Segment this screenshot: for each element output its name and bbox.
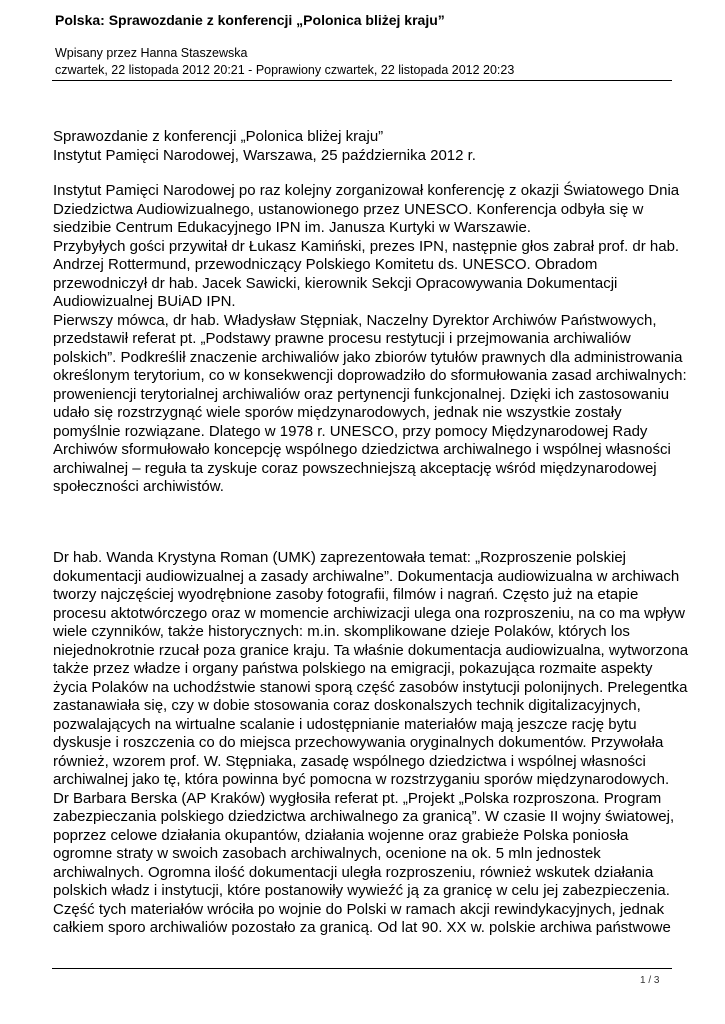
text-line: tworzy najczęściej wyodrębnione zasoby fotografii, filmów i nagrań. Często już na etapie: [53, 586, 639, 603]
text-line: przedstawił referat pt. „Podstawy prawne procesu restytucji i przejmowania archiwaliów: [53, 330, 631, 347]
text-line: Przybyłych gości przywitał dr Łukasz Kamiński, prezes IPN, następnie głos zabrał prof. dr hab.: [53, 237, 680, 255]
text-line: przewodniczył dr hab. Jacek Sawicki, kierownik Sekcji Opracowywania Dokumentacji: [53, 274, 618, 292]
text-line: Dr hab. Wanda Krystyna Roman (UMK) zaprezentowała temat: „Rozproszenie polskiej: [53, 549, 627, 566]
text-line: dokumentacji audiowizualnej a zasady archiwalne”. Dokumentacja audiowizualna w archiwach: [53, 567, 680, 585]
text-line: proweniencji terytorialnej archiwaliów oraz pertynencji funkcjonalnej. Dzięki ich zastosowaniu: [53, 385, 670, 403]
text-line: całkiem sporo archiwaliów pozostało za granicą. Od lat 90. XX w. polskie archiwa państwowe: [53, 919, 671, 936]
text-line: Sprawozdanie z konferencji „Polonica bliżej kraju”: [53, 128, 384, 145]
date-line: czwartek, 22 listopada 2012 20:21 - Poprawiony czwartek, 22 listopada 2012 20:23: [55, 62, 515, 77]
paragraph-1: [53, 182, 687, 497]
text-line: Pierwszy mówca, dr hab. Władysław Stępniak, Naczelny Dyrektor Archiwów Państwowych,: [53, 311, 657, 329]
author-line: Wpisany przez Hanna Staszewska: [55, 46, 248, 60]
text-line: Archiwów sformułowało koncepcję wspólnego dziedzictwa archiwalnego i wspólnej własności: [53, 441, 671, 458]
text-line: archiwalnej jako tę, która powinna być pomocna w rozstrzyganiu sporów międzynarodowych.: [53, 771, 670, 788]
text-line: polskich władz i instytucji, które postanowiły wywieźć ją za granicę w celu jej zabezpieczenia.: [53, 882, 670, 899]
text-line: Instytut Pamięci Narodowej po raz kolejny zorganizował konferencję z okazji Światowego Dnia: [53, 182, 680, 199]
text-line: zastanawiała się, czy w dobie stosowania coraz doskonalszych technik digitalizacyjnych,: [53, 697, 641, 714]
text-line: archiwalnych. Ogromna ilość dokumentacji uległa rozproszeniu, również wskutek działania: [53, 863, 654, 881]
text-line: określonym terytorium, co w konsekwencji doprowadziło do sformułowania zasad archiwalnych:: [53, 367, 687, 384]
text-line: dyskusje i roszczenia co do miejsca przechowywania oryginalnych dokumentów. Przywołała: [53, 734, 664, 751]
text-line: Audiowizualnej BUiAD IPN.: [53, 293, 236, 310]
paragraph-2: [53, 549, 689, 938]
text-line: procesu aktotwórczego oraz w momencie archiwizacji ulega ona rozproszeniu, na co ma wpływ: [53, 604, 685, 622]
header-divider: [52, 80, 672, 81]
text-line: polskich”. Podkreślił znaczenie archiwaliów jako zbiorów tytułów prawnych dla administrowania: [53, 348, 683, 366]
text-line: również, wzorem prof. W. Stępniaka, zasadę wspólnego dziedzictwa i wspólnej własności: [53, 752, 646, 770]
text-line: archiwalnej – reguła ta zyskuje coraz powszechniejszą akceptację wśród międzynarodowej: [53, 459, 657, 477]
footer-divider: [52, 968, 672, 969]
text-line: udało się rozstrzygnąć wiele sporów międzynarodowych, jednak nie wszystkie zostały: [53, 404, 622, 421]
text-line: pozwalających na wirtualne scalanie i udostępnianie materiałów mają jeszcze rację bytu: [53, 715, 637, 733]
text-line: wiele czynników, także historycznych: m.in. skomplikowane dzieje Polaków, których los: [53, 623, 630, 640]
text-line: także przez władze i organy państwa polskiego na emigracji, pokazująca rozmaite aspekty: [53, 660, 653, 677]
text-line: Andrzej Rottermund, przewodniczący Polskiego Komitetu ds. UNESCO. Obradom: [53, 256, 598, 273]
text-line: pomyślnie rozwiązane. Dlatego w 1978 r. UNESCO, przy pomocy Międzynarodowej Rady: [53, 422, 648, 440]
text-line: zabezpieczania polskiego dziedzictwa archiwalnego za granicą”. W czasie II wojny światowej,: [53, 808, 675, 825]
text-line: Instytut Pamięci Narodowej, Warszawa, 25 października 2012 r.: [53, 146, 476, 164]
page-number: 1 / 3: [640, 975, 660, 986]
text-line: poprzez celowe działania okupantów, działania wojenne oraz grabieże Polska poniosła: [53, 826, 629, 844]
text-line: Dr Barbara Berska (AP Kraków) wygłosiła referat pt. „Projekt „Polska rozproszona. Program: [53, 789, 662, 807]
text-line: społeczności archiwistów.: [53, 478, 224, 495]
text-line: siedzibie Centrum Edukacyjnego IPN im. Janusza Kurtyki w Warszawie.: [53, 219, 531, 236]
article-meta: [55, 45, 514, 78]
text-line: życia Polaków na uchodźstwie stanowi sporą część zasobów instytucji polonijnych. Prelegentka: [53, 678, 688, 696]
page-title: Polska: Sprawozdanie z konferencji „Polonica bliżej kraju”: [55, 12, 445, 28]
intro-block: [53, 128, 678, 165]
text-line: Dziedzictwa Audiowizualnego, ustanowionego przez UNESCO. Konferencja odbyła się w: [53, 200, 644, 218]
text-line: Część tych materiałów wróciła po wojnie do Polski w ramach akcji rewindykacyjnych, jednak: [53, 900, 665, 918]
text-line: ogromne straty w swoich zasobach archiwalnych, ocenione na ok. 5 mln jednostek: [53, 845, 601, 862]
text-line: niejednokrotnie rzucał poza granice kraju. Ta właśnie dokumentacja audiowizualna, wytworzona: [53, 641, 689, 659]
